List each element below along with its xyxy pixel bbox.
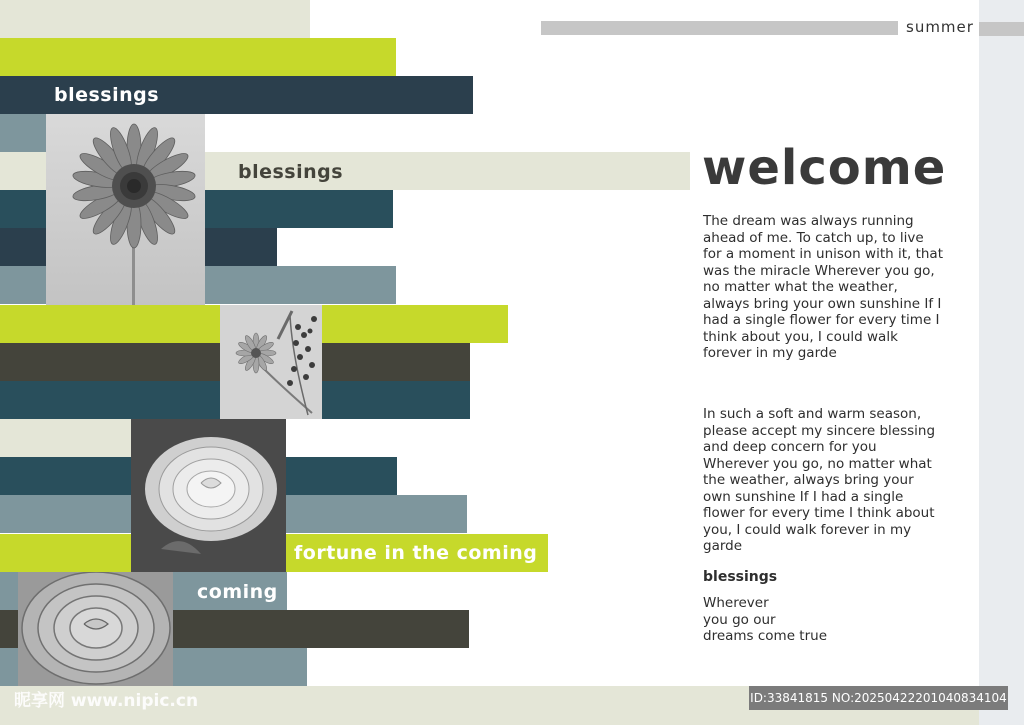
- bar-gray-1: [0, 114, 46, 152]
- second-paragraph: In such a soft and warm season, please accept my sincere blessing and deep concern for you Wherever you go, no matter what the weather, always bring your own sunshine If I had a single flower for every time I think about you, I could walk forever in my garde: [703, 406, 936, 554]
- bar-label-coming: coming: [197, 581, 278, 603]
- bar-label-blessings-1: blessings: [54, 84, 160, 106]
- intro-paragraph: The dream was always running ahead of me. To catch up, to live for a moment in unison with it, that was the miracle Wherever you go, no matter what the weather, always bring your own sunshine If I had a single flower for every time I think about you, I could walk forever in my garde: [703, 213, 944, 361]
- rose-photo: [131, 419, 286, 572]
- closing-paragraph: Wherever you go our dreams come true: [703, 595, 828, 644]
- section-subheading: blessings: [703, 569, 778, 585]
- season-label: summer: [906, 18, 974, 36]
- top-decor-tab: [979, 22, 1024, 36]
- gerbera-photo: [46, 114, 205, 305]
- bar-cream-2: [0, 419, 131, 457]
- site-watermark: 昵享网 www.nipic.cn: [14, 691, 199, 711]
- image-id-badge: ID:33841815 NO:20250422201040834104: [749, 686, 1008, 710]
- rose-closeup-photo: [18, 572, 173, 686]
- top-decor-line: [541, 21, 898, 35]
- bar-lime-1: [0, 38, 396, 76]
- page-title: welcome: [702, 140, 947, 196]
- flower-berries-photo: [220, 305, 322, 419]
- top-left-block: [0, 0, 310, 38]
- bar-label-fortune: fortune in the coming: [294, 542, 538, 564]
- bar-label-blessings-2: blessings: [238, 161, 344, 183]
- right-margin-strip: [979, 0, 1024, 725]
